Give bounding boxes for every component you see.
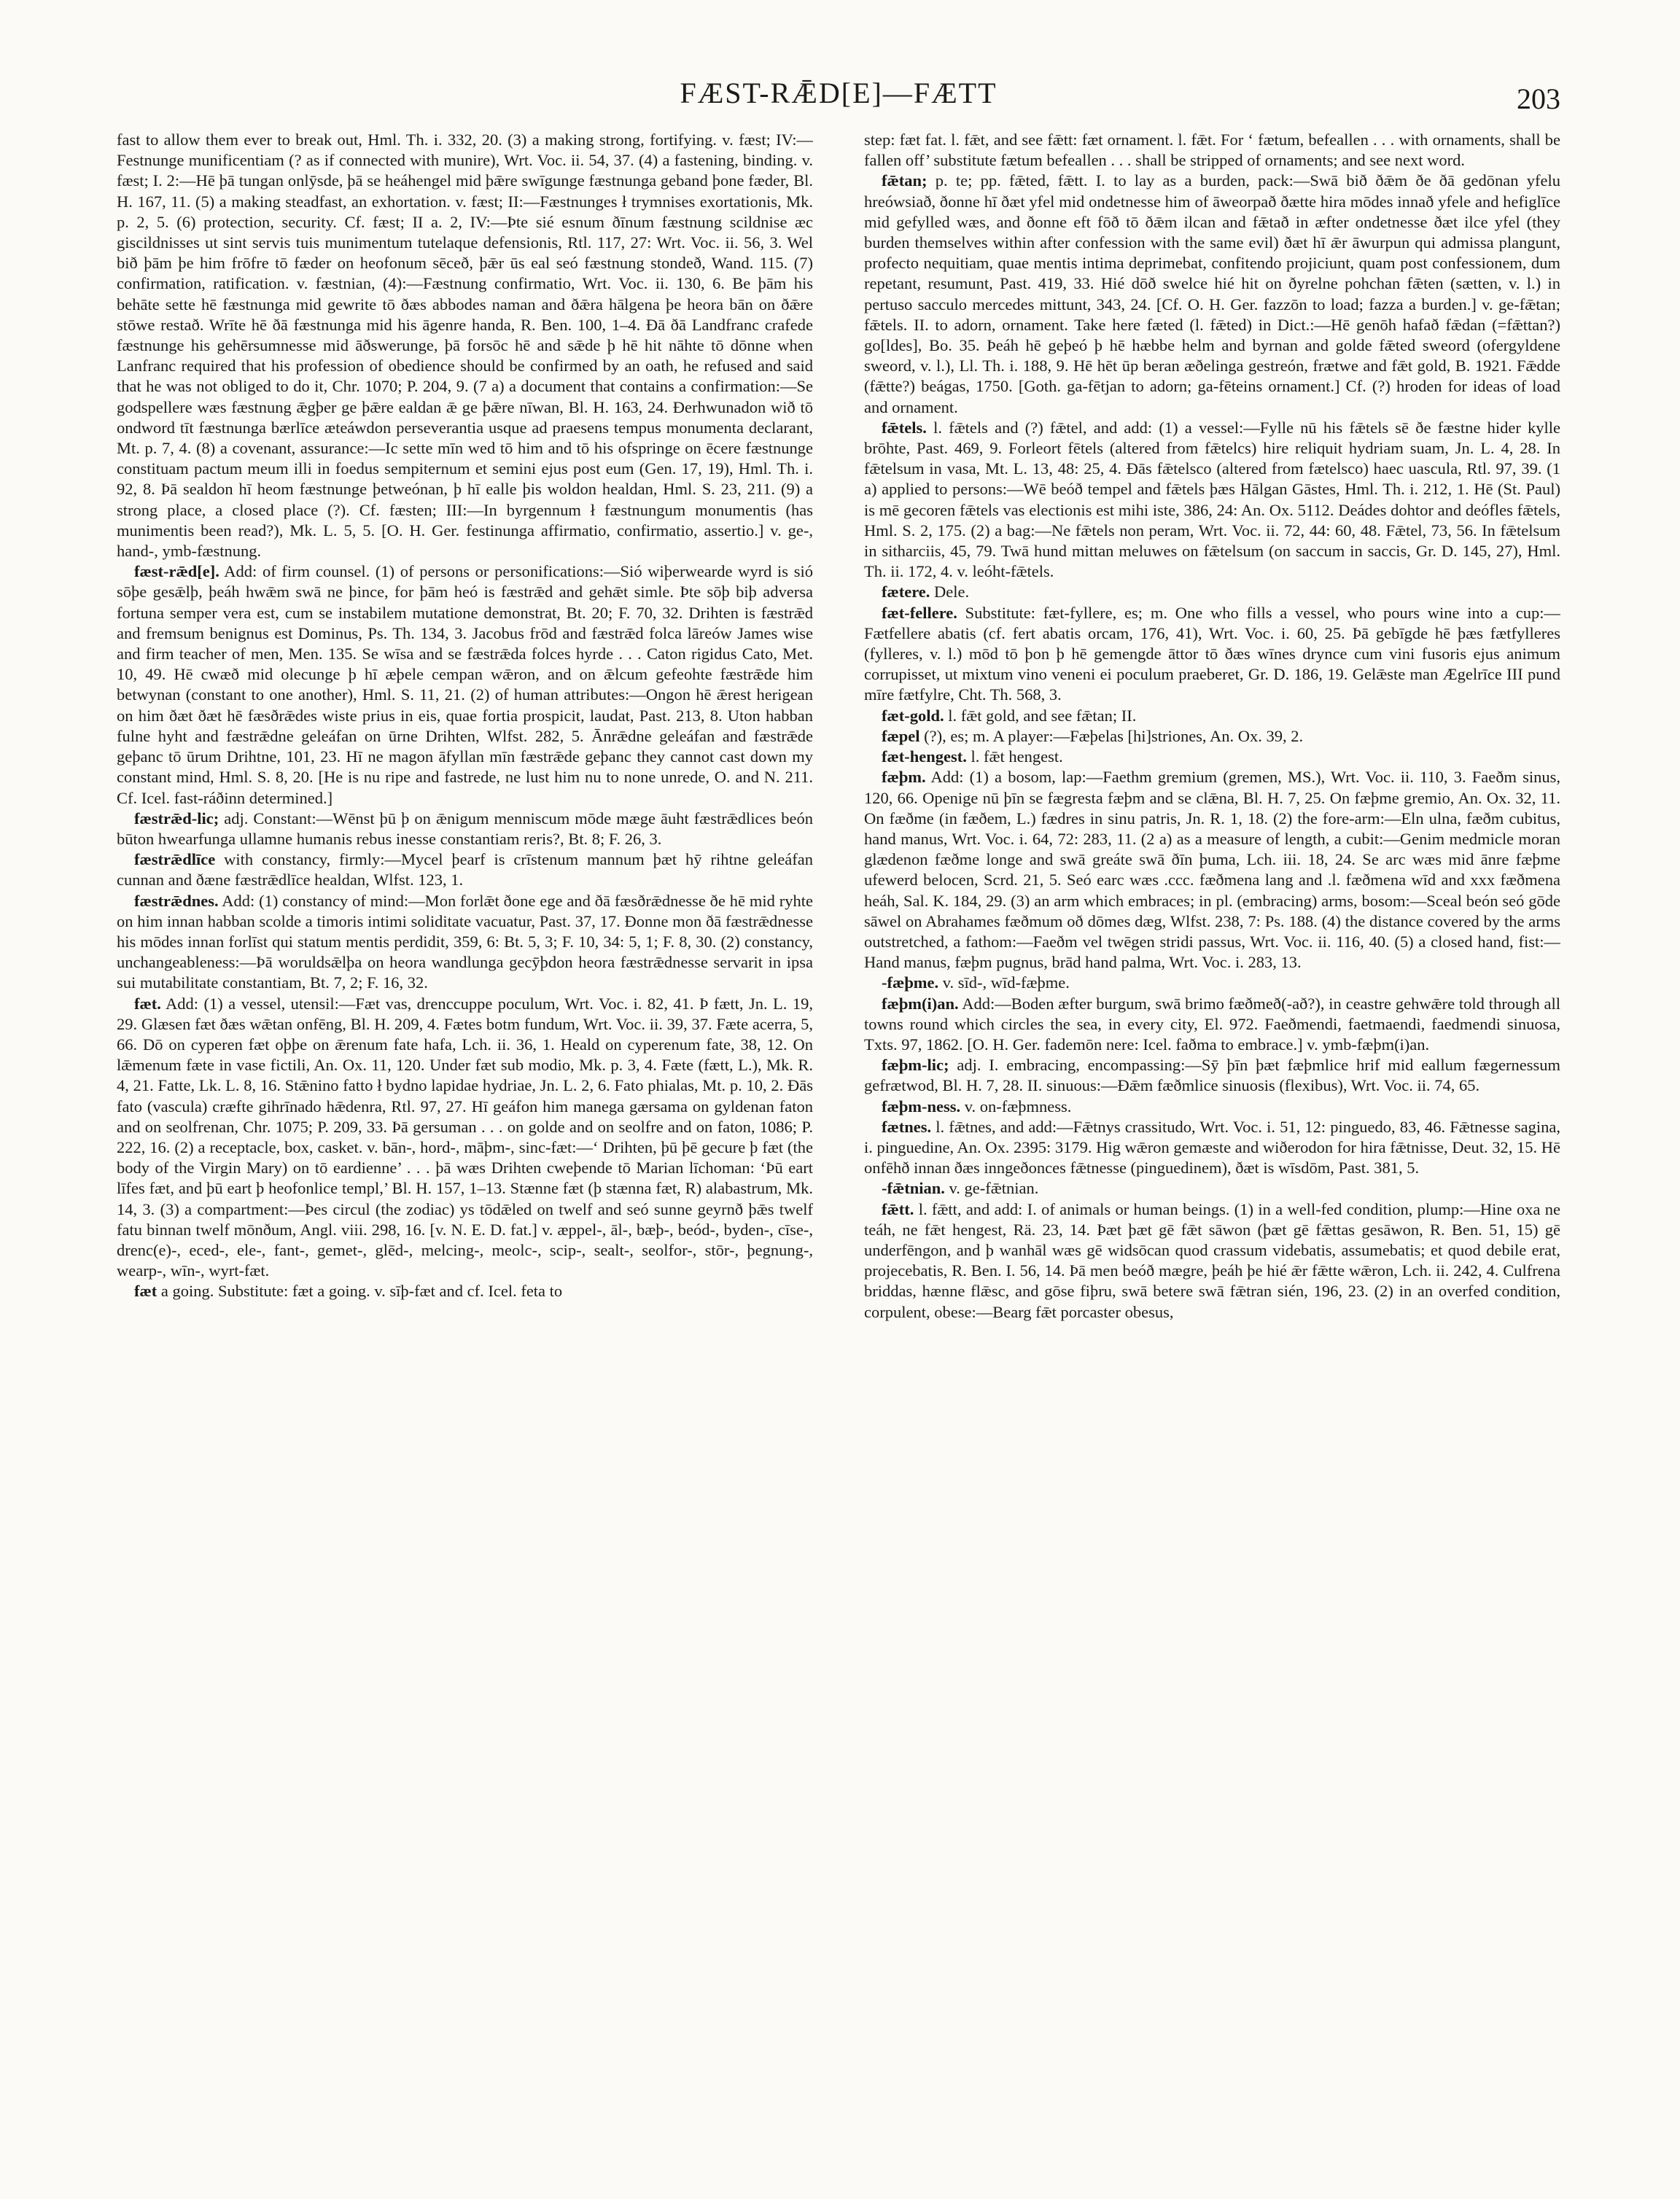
entry-headword: fæt-gold. [882,706,944,725]
dictionary-entry [864,706,1560,726]
entry-text: l. fǣtt, and add: I. of animals or human beings. (1) in a well-fed condition, plump:—Hine oxa ne teáh, ne fǣt hengest, Rä. 23, 14. Þæt þæt gē fǣt sāwon (þæt gē fǣttas gesāwon, R. Ben. 51, 15) gē underfēngon, and þ wanhāl wæs gē widsōcan quod crassum videbatis, assumebatis; et quod debile erat, projecebatis, R. Ben. I. 56, 14. Þā men beóð mægre, þeáh þe hié ǣr fǣtte wǣron, Lch. ii. 242, 4. Culfrena briddas, hænne flǣsc, and gōse fiþru, swā betere swā fǣtran sién, 196, 23. (2) in an overfed condition, corpulent, obese:—Bearg fǣt porcaster obesus, [864,1199,1560,1321]
dictionary-entry [864,747,1560,767]
entry-headword: fæst-rǣd[e]. [134,562,219,581]
entry-text: Add: of firm counsel. (1) of persons or personifications:—Sió wiþerwearde wyrd is sió sōþe gesǣlþ, þeáh hwǣm swā ne þince, for þām heó is fæstrǣd and gehǣt simle. Þte sōþ biþ adversa fortuna semper vera est, cum se instabilem mutatione demonstrat, Bt. 20; F. 70, 32. Drihten is fæstrǣd and fremsum benignus est Dominus, Ps. Th. 134, 3. Jacobus frōd and fæstrǣd folca lāreów James wise and firm teacher of men, Men. 135. Se wīsa and se fæstrǣda folces hyrde . . . Caton rigidus Cato, Met. 10, 49. Hē cwæð mid olecunge þ hī æþele cempan wǣron, and on ǣlcum gefeohte fæstrǣde him betwynan (constant to one another), Hml. S. 11, 21. (2) of human attributes:—Ongon hē ǣrest herigean on him ðæt ðæt hē fæsðrǣdes wiste prius in eis, quae fortia prospicit, laudat, Past. 213, 8. Uton habban fulne hyht and fæstrǣdne geleáfan on ūrne Drihten, Wlfst. 282, 5. Ānrǣdne geleáfan and fæstrǣde geþanc tō ūrum Drihtne, 101, 23. Hī ne magon āfyllan mīn fæstrǣde geþanc they cannot cast down my constant mind, Hml. S. 8, 20. [He is nu ripe and fastrede, ne lust him nu to none unrede, O. and N. 211. Cf. Icel. fast-ráðinn determined.] [117,562,813,807]
right-column [864,130,1560,2164]
entry-text: v. ge-fǣtnian. [949,1179,1039,1198]
entry-headword: fæþm(i)an. [882,994,959,1013]
entry-text: a going. Substitute: fæt a going. v. sīþ-fæt and cf. Icel. feta to [160,1282,563,1301]
entry-headword: fæpel [882,726,920,745]
entry-headword: fæstrǣdnes. [134,891,219,910]
entry-headword: fæt [134,1282,158,1301]
dictionary-entry [864,1055,1560,1096]
entry-headword: fæstrǣdlīce [134,850,216,869]
dictionary-entry [864,171,1560,417]
entry-text: Add: (1) constancy of mind:—Mon forlǣt ðone ege and ðā fæsðrǣdnesse ðe hē mid ryhte on him innan habban scolde a timoris intimi soliditate vacuatur, Past. 37, 17. Ðonne mon ðā fæstrǣdnesse his mōdes innan forlīst qui statum mentis perdidit, 359, 6: Bt. 5, 3; F. 10, 34: 5, 1; F. 8, 30. (2) constancy, unchangeableness:—Þā woruldsǣlþa on heora wandlunga gecȳþdon heora fæstrǣdnesse servarit in ipsa sui mutabilitate constantiam, Bt. 7, 2; F. 16, 32. [117,891,813,992]
dictionary-entry [117,130,813,561]
entry-text: Dele. [934,583,970,602]
entry-text: p. te; pp. fǣted, fǣtt. I. to lay as a burden, pack:—Swā bið ðǣm ðe ðā gedōnan yfelu hreówsiað, ðonne hī ðæt yfel mid ondetnesse him of āweorpað ðætte hira mōdes innað yfele and hefiglīce mid gefylled wæs, and ðonne eft fōð tō ðǣm ilcan and fǣtað in æfter ondetnesse ðæt ilce yfel (they burden themselves within after confession with the same evil) ðæt hī ǣr āwurpun qui admissa plangunt, profecto nequitiam, quae mentis intima deprimebat, confitendo projiciunt, quam post confessionem, dum repetant, resumunt, Past. 419, 33. Hié dōð swelce hié hit on ðyrelne pohchan fǣten (sætten, v. l.) in pertuso sacculo mercedes mittunt, 343, 24. [Cf. O. H. Ger. fazzōn to load; fazza a burden.] v. ge-fǣtan; fǣtels. II. to adorn, ornament. Take here fæted (l. fǣted) in Dict.:—Hē genōh hafað fǣdan (=fǣttan?) go[ldes], Bo. 35. Þeáh hē geþeó þ hē hæbbe helm and byrnan and golde fǣted sweord (ofergyldene sweord, v. l.), Ll. Th. i. 188, 9. Hē hēt ūp beran æðelinga gestreón, frætwe and fǣt gold, B. 1921. Fǣdde (fǣtte?) beágas, 1750. [Goth. ga-fētjan to adorn; ga-fēteins ornament.] Cf. (?) hroden for ideas of load and ornament. [864,171,1560,416]
dictionary-entry [864,1199,1560,1323]
dictionary-entry [864,418,1560,583]
dictionary-entry [864,994,1560,1056]
entry-text: adj. I. embracing, encompassing:—Sȳ þīn þæt fæþmlice hrif mid eallum fægernessum gefrætwod, Bl. H. 7, 28. II. sinuous:—Ðǣm fæðmlice sinuosis (flexibus), Wrt. Voc. ii. 74, 65. [864,1056,1560,1095]
entry-headword: fǣtt. [882,1199,914,1218]
entry-text: with constancy, firmly:—Mycel þearf is crīstenum mannum þæt hȳ rihtne geleáfan cunnan and ðæne fæstrǣdlīce healdan, Wlfst. 123, 1. [117,850,813,890]
dictionary-entry [864,767,1560,973]
entry-text: Add: (1) a bosom, lap:—Faethm gremium (gremen, MS.), Wrt. Voc. ii. 110, 3. Faeðm sinus, 120, 66. Openige nū þīn se fægresta fæþm and se clǣna, Bl. H. 7, 25. On fæþme gremio, An. Ox. 32, 11. On fæðme (in fæðem, L.) fædres in sinu patris, Jn. R. 1, 18. (2) the fore-arm:—Eln ulna, fæðm cubitus, hand manus, Wrt. Voc. i. 64, 72: 283, 11. (2 a) as a measure of length, a cubit:—Genim medmicle moran glædenon fæðme longe and swā greáte swā ðīn þuma, Lch. iii. 18, 24. Se arc wæs mid ānre fæþme ufewerd belocen, Scrd. 21, 5. Seó earc wæs .ccc. fæðmena lang and .l. fæðmena wīd and xxx fæðmena heáh, Sal. K. 184, 29. (3) an arm which embraces; in pl. (embracing) arms, bosom:—Sceal beón seó gōde sāwel on Abrahames fæðmum oð dōmes dæg, Wlfst. 238, 7: Ps. 188. (4) the distance covered by the arms outstretched, a fathom:—Faeðm vel twēgen stridi passus, Wrt. Voc. ii. 116, 40. (5) a closed hand, fist:—Hand manus, fæþm pugnus, brād hand palma, Wrt. Voc. i. 283, 13. [864,768,1560,972]
dictionary-entry [864,1178,1560,1199]
left-column [117,130,813,2164]
entry-text: v. on-fæþmness. [964,1097,1072,1116]
dictionary-entry [864,726,1560,747]
entry-text: l. fǣt hengest. [971,747,1063,766]
entry-headword: fæþm-lic; [882,1056,949,1075]
entry-headword: fæþm-ness. [882,1097,961,1116]
entry-headword: fǣtan; [882,171,928,190]
entry-text: Add:—Boden æfter burgum, swā brimo fæðmeð(-að?), in ceastre gehwǣre told through all towns round which circles the sea, in every city, El. 972. Faeðmendi, faetmaendi, faedmendi sinuosa, Txts. 97, 1862. [O. H. Ger. fademōn nere: Icel. faðma to embrace.] v. ymb-fæþm(i)an. [864,994,1560,1054]
dictionary-entry [117,994,813,1282]
entry-headword: fætere. [882,583,930,602]
dictionary-entry [117,891,813,994]
dictionary-entry [117,809,813,849]
page-number: 203 [1517,82,1560,115]
dictionary-entry [864,582,1560,602]
entry-headword: -fæþme. [882,973,939,992]
entry-text: (?), es; m. A player:—Fæþelas [hi]striones, An. Ox. 39, 2. [924,726,1304,745]
entry-headword: fæt. [134,994,161,1013]
entry-text: fast to allow them ever to break out, Hml. Th. i. 332, 20. (3) a making strong, fortifying. v. fæst; IV:—Festnunge munificentiam (? as if connected with munire), Wrt. Voc. ii. 54, 37. (4) a fastening, binding. v. fæst; I. 2:—Hē þā tungan onlȳsde, þā se heáhengel mid þǣre swīgunge fæstnunga geband þone fæder, Bl. H. 167, 11. (5) a making steadfast, an exhortation. v. fæst; II:—Fæstnunges ł trymnises exortationis, Mk. p. 2, 5. (6) protection, security. Cf. fæst; II a. 2, IV:—Þte sié esnum ðīnum fæstnung scildnise æc giscildnisses ut sint servis tuis munimentum tutelaque defensionis, Rtl. 117, 27: Wrt. Voc. ii. 56, 3. Wel bið þām þe him frōfre tō fæder on heofonum sēceð, þǣr ūs eal seó fæstnung stondeð, Wand. 115. (7) confirmation, ratification. v. fæstnian, (4):—Fæstnung confirmatio, Wrt. Voc. ii. 130, 6. Be þām his behāte sette hē fæstnunga mid gewrite tō ðæs abbodes naman and ðǣra hālgena þe heora bān on ðǣre stōwe restað. Wrīte hē ðā fæstnunga mid his āgenre handa, R. Ben. 100, 1–4. Ðā ðā Landfranc crafede fæstnunge his gehērsumnesse mid āðswerunge, þā forsōc hē and sǣde þ hē hit nāhte tō dōnne when Lanfranc required that his profession of obedience should be confirmed by an oath, he refused and said that he was not obliged to do it, Chr. 1070; P. 204, 9. (7 a) a document that contains a confirmation:—Se godspellere wæs fæstnung ǣgþer ge þǣre ealdan ǣ ge þǣre nīwan, Bl. H. 163, 24. Ðerhwunadon wið tō ondword tīt fæstnunga bærlīce æteáwdon perseverantia usque ad praesens tempus monumenta declarant, Mt. p. 7, 4. (8) a covenant, assurance:—Ic sette mīn wed tō him and tō his ofspringe on ēcere fæstnunge constituam pactum meum illi in foedus sempiternum et semini ejus post eum (Gen. 17, 19), Hml. Th. i. 92, 8. Þā sealdon hī heom fæstnunge þetweónan, þ hī ealle þis woldon healdan, Hml. S. 23, 211. (9) a strong place, a closed place (?). Cf. fæsten; III:—In byrgennum ł fæstnungum monumentis (has munimentis been read?), Mk. L. 5, 5. [O. H. Ger. festinunga affirmatio, confirmatio, assertio.] v. ge-, hand-, ymb-fæstnung. [117,131,813,561]
entry-headword: fætnes. [882,1117,932,1136]
dictionary-entry [864,1117,1560,1179]
entry-headword: fæstrǣd-lic; [134,809,219,828]
entry-text: l. fǣtnes, and add:—Fǣtnys crassitudo, Wrt. Voc. i. 51, 12: pinguedo, 83, 46. Fǣtnesse sagina, i. pinguedine, An. Ox. 2395: 3179. Hig wǣron gemæste and wiðerodon for hira fǣtnisse, Deut. 32, 15. Hē onfēhð innan ðæs inngeðonces fǣtnesse (pinguedinem), ðæt is wīsdōm, Past. 381, 5. [864,1117,1560,1178]
dictionary-entry [864,973,1560,993]
entry-headword: fǣtels. [882,418,927,437]
entry-text: Substitute: fæt-fyllere, es; m. One who fills a vessel, who pours wine into a cup:—Fætfellere abatis (cf. fert abatis orcam, 176, 41), Wrt. Voc. i. 60, 25. Þā gebīgde hē þæs fætfylleres (fylleres, v. l.) mōd tō þon þ hē gemengde āttor tō ðæs wīnes drynce cum vini fusoris ejus animum corrupisset, ut mixtum vino veneni ei poculum praeberet, Gr. D. 186, 19. Gelǣste man Ægelrīce III pund mīre fætfylre, Cht. Th. 568, 3. [864,603,1560,704]
dictionary-entry [117,849,813,890]
entry-headword: fæt-fellere. [882,603,957,622]
dictionary-entry [864,130,1560,171]
dictionary-entry [117,561,813,808]
entry-text: step: fæt fat. l. fǣt, and see fǣtt: fæt ornament. l. fǣt. For ‘ fætum, befeallen . . . with ornaments, shall be fallen off’ substitute fætum befeallen . . . shall be stripped of ornaments; and see next word. [864,131,1560,170]
entry-text: l. fǣtels and (?) fǣtel, and add: (1) a vessel:—Fylle nū his fǣtels sē ðe fæstne hider kylle brōhte, Past. 469, 9. Forleort fētels (altered from fǣtelcs) hire reliquit hydriam suam, Jn. L. 4, 28. In fǣtelsum in vasa, Mt. L. 13, 48: 25, 4. Ðās fǣtelsco (altered from fætelsco) haec uascula, Rtl. 97, 39. (1 a) applied to persons:—Wē beóð tempel and fǣtels þæs Hālgan Gāstes, Hml. Th. i. 212, 1. Hē (St. Paul) is mē gecoren fǣtels vas electionis est mihi iste, 386, 24: An. Ox. 5112. Deádes dohtor and deófles fǣtels, Hml. S. 2, 175. (2) a bag:—Ne fǣtels non peram, Wrt. Voc. ii. 72, 44: 60, 48. Fǣtel, 73, 56. In fǣtelsum in sitharciis, 45, 79. Twā hund mittan meluwes on fǣtelsum (on saccum in saccis, Gr. D. 145, 27), Hml. Th. ii. 172, 4. v. leóht-fǣtels. [864,418,1560,581]
text-columns [117,130,1560,2164]
entry-headword: fæþm. [882,768,926,787]
page-header [117,76,1560,120]
dictionary-entry [864,1097,1560,1117]
dictionary-entry [864,603,1560,706]
running-title: FÆST-RǢD[E]—FÆTT [680,77,998,109]
entry-text: Add: (1) a vessel, utensil:—Fæt vas, drenccuppe poculum, Wrt. Voc. i. 82, 41. Þ fætt, Jn. L. 19, 29. Glæsen fæt ðæs wǣtan onfēng, Bl. H. 209, 4. Fætes botm fundum, Wrt. Voc. ii. 39, 37. Fæte acerra, 5, 66. Dō on cyperen fæt oþþe on ǣrenum fate hafa, Lch. ii. 36, 1. Heald on cyperenum fate, 38, 12. On lǣmenum fæte in vase fictili, An. Ox. 11, 120. Under fæt sub modio, Mk. p. 3, 4. Fæte (fætt, L.), Mk. R. 4, 21. Fatte, Lk. L. 8, 16. Stǣnino fatto ł bydno lapidae hydriae, Jn. L. 2, 6. Fato phialas, Mt. p. 10, 2. Ðās fato (vascula) cræfte gihrīnado hǣdenra, Rtl. 97, 27. Hī geáfon him manega gærsama on gyldenan faton and on seolfrenan, Chr. 1075; P. 209, 33. Þā gersuman . . . on golde and on seolfre and on faton, 1086; P. 222, 16. (2) a receptacle, box, casket. v. bān-, hord-, māþm-, sinc-fæt:—‘ Drihten, þū þē gecure þ fæt (the body of the Virgin Mary) on tō eardienne’ . . . þā wæs Drihten cweþende tō Marian līchoman: ‘Þū eart līfes fæt, and þū eart þ heofonlice templ,’ Bl. H. 157, 1–13. Stænne fæt (þ stænna fæt, R) alabastrum, Mk. 14, 3. (3) a compartment:—Þes circul (the zodiac) ys tōdǣled on twelf and seó sunne geyrnð þǣs twelf fatu binnan twelf mōnðum, Angl. viii. 298, 16. [v. N. E. D. fat.] v. æppel-, āl-, bæþ-, beód-, byden-, cīse-, drenc(e)-, eced-, ele-, fant-, gemet-, glēd-, melcing-, meolc-, scip-, sealt-, seolfor-, stōr-, þegnung-, wearp-, wīn-, wyrt-fæt. [117,994,813,1280]
entry-text: adj. Constant:—Wēnst þū þ on ǣnigum menniscum mōde mæge āuht fæstrǣdlices beón būton hwearfunga ullamne humanis rebus inesse constantiam reris?, Bt. 8; F. 26, 3. [117,809,813,848]
entry-headword: -fǣtnian. [882,1179,945,1198]
entry-text: v. sīd-, wīd-fæþme. [942,973,1070,992]
entry-text: l. fǣt gold, and see fǣtan; II. [948,706,1137,725]
entry-headword: fæt-hengest. [882,747,967,766]
dictionary-entry [117,1281,813,1301]
